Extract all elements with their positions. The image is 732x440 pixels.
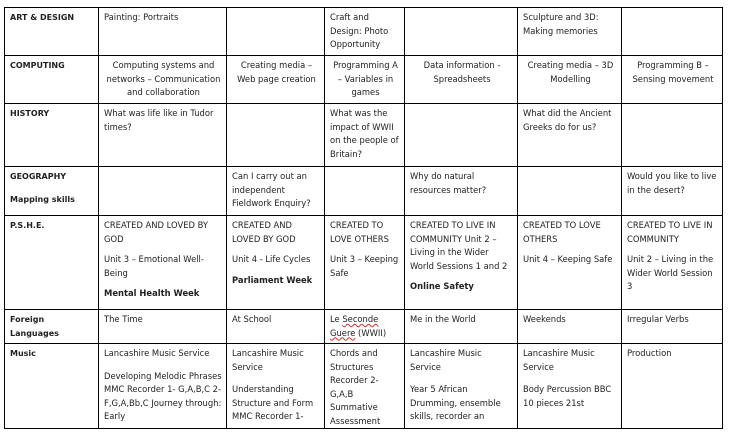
cell-text: Lancashire Music Service	[410, 348, 482, 372]
cell-text: CREATED TO LOVE OTHERS	[523, 220, 601, 244]
table-cell	[405, 56, 518, 104]
subject-cell	[5, 104, 99, 167]
cell-text: Unit 4 – Keeping Safe	[523, 254, 613, 264]
table-cell	[405, 167, 518, 216]
cell-text: The Time	[104, 314, 143, 324]
table-cell	[325, 56, 405, 104]
table-row	[5, 56, 723, 104]
cell-text: Data information - Spreadsheets	[423, 60, 501, 84]
table-cell	[325, 167, 405, 216]
subject-cell	[5, 310, 99, 344]
table-cell	[622, 216, 723, 310]
cell-text: Computing systems and networks – Communication and collaboration	[106, 60, 221, 97]
table-row	[5, 104, 723, 167]
cell-text: Mental Health Week	[104, 288, 200, 298]
table-cell	[325, 104, 405, 167]
subject-cell	[5, 344, 99, 429]
table-cell	[325, 8, 405, 56]
cell-text: CREATED AND LOVED BY GOD	[232, 220, 296, 244]
cell-text: What was the impact of WWII on the people of Britain?	[330, 108, 399, 159]
table-cell	[99, 56, 227, 104]
table-cell	[227, 344, 325, 429]
cell-text: Creating media – Web page creation	[237, 60, 316, 84]
table-cell	[405, 216, 518, 310]
table-cell	[518, 167, 622, 216]
table-cell	[405, 344, 518, 429]
table-cell	[227, 104, 325, 167]
cell-text: Sculpture and 3D: Making memories	[523, 12, 599, 36]
subject-label: HISTORY	[10, 109, 50, 118]
subject-cell	[5, 167, 99, 216]
cell-text: Unit 2 – Living in the Wider World Session 3	[627, 254, 714, 291]
cell-text: At School	[232, 314, 272, 324]
table-cell	[622, 8, 723, 56]
table-row	[5, 310, 723, 344]
cell-text: What did the Ancient Greeks do for us?	[523, 108, 612, 132]
table-cell	[622, 104, 723, 167]
table-cell	[227, 56, 325, 104]
cell-text: Understanding Structure and Form MMC Recorder 1-	[232, 384, 314, 421]
table-cell	[405, 104, 518, 167]
table-cell	[518, 8, 622, 56]
cell-text: Programming A – Variables in games	[333, 60, 398, 97]
table-row	[5, 8, 723, 56]
table-row	[5, 344, 723, 429]
cell-text: Body Percussion BBC 10 pieces 21st	[523, 384, 612, 408]
table-cell	[622, 56, 723, 104]
cell-text: Can I carry out an independent Fieldwork Enquiry?	[232, 171, 311, 208]
cell-text: Parliament Week	[232, 274, 313, 285]
cell-text: Weekends	[523, 314, 566, 324]
table-cell	[405, 310, 518, 344]
subject-cell	[5, 8, 99, 56]
cell-text: Online Safety	[410, 281, 474, 291]
cell-text: CREATED TO LIVE IN COMMUNITY	[627, 220, 713, 244]
table-cell	[99, 344, 227, 429]
table-cell	[622, 310, 723, 344]
cell-text: Lancashire Music Service	[104, 348, 210, 358]
cell-text: CREATED TO LOVE OTHERS	[330, 220, 389, 244]
cell-text: Production	[627, 348, 672, 358]
cell-text: Lancashire Music Service	[232, 348, 304, 372]
table-cell	[325, 344, 405, 429]
cell-text: Unit 3 – Emotional Well-Being	[104, 254, 204, 278]
table-cell	[99, 167, 227, 216]
table-row	[5, 216, 723, 310]
cell-text: Le	[330, 314, 340, 324]
cell-text: Would you like to live in the desert?	[627, 171, 717, 195]
table-cell	[227, 8, 325, 56]
table-row	[5, 167, 723, 216]
table-cell	[518, 56, 622, 104]
subject-label: P.S.H.E.	[10, 221, 45, 230]
cell-text: Chords and Structures Recorder 2- G,A,B Summative Assessment	[330, 348, 381, 426]
subject-label: COMPUTING	[10, 61, 65, 70]
table-cell	[227, 310, 325, 344]
table-cell	[99, 310, 227, 344]
table-cell	[325, 216, 405, 310]
cell-text: Year 5 African Drumming, ensemble skills, recorder an	[410, 384, 501, 421]
table-cell	[227, 216, 325, 310]
cell-text: Programming B – Sensing movement	[632, 60, 714, 84]
cell-text: Irregular Verbs	[627, 314, 689, 324]
cell-text: Craft and Design: Photo Opportunity	[330, 12, 389, 49]
cell-text: CREATED TO LIVE IN COMMUNITY Unit 2 – Living in the Wider World Sessions 1 and 2	[410, 220, 508, 271]
table-cell	[622, 344, 723, 429]
table-cell	[99, 8, 227, 56]
spellcheck-word: Seconde	[342, 314, 379, 324]
cell-text: Unit 3 – Keeping Safe	[330, 254, 399, 278]
cell-text: CREATED AND LOVED BY GOD	[104, 220, 209, 244]
subject-cell	[5, 56, 99, 104]
subject-sublabel: Mapping skills	[10, 194, 75, 204]
table-cell	[518, 310, 622, 344]
table-cell	[518, 104, 622, 167]
subject-label: Foreign Languages	[10, 315, 59, 338]
table-cell	[99, 216, 227, 310]
cell-text: (WWII)	[358, 327, 387, 338]
table-cell	[405, 8, 518, 56]
cell-text: Me in the World	[410, 314, 476, 324]
cell-text: Lancashire Music Service	[523, 348, 595, 372]
table-cell	[518, 216, 622, 310]
subject-label: ART & DESIGN	[10, 13, 75, 22]
table-cell	[622, 167, 723, 216]
cell-text: Creating media – 3D Modelling	[527, 60, 614, 84]
cell-text: Why do natural resources matter?	[410, 171, 487, 195]
table-cell	[99, 104, 227, 167]
subject-label: Music	[10, 349, 36, 358]
cell-text: Painting: Portraits	[104, 12, 179, 22]
table-cell	[518, 344, 622, 429]
cell-text: Unit 4 - Life Cycles	[232, 254, 311, 264]
table-cell	[325, 310, 405, 344]
curriculum-table	[4, 7, 723, 429]
table-cell	[227, 167, 325, 216]
subject-label: GEOGRAPHY	[10, 172, 67, 181]
subject-cell	[5, 216, 99, 310]
cell-text: What was life like in Tudor times?	[104, 108, 214, 132]
spellcheck-word: Guere	[330, 327, 356, 338]
cell-text: Developing Melodic Phrases MMC Recorder 1- G,A,B,C 2-F,G,A,Bb,C Journey through: Early	[104, 370, 222, 421]
